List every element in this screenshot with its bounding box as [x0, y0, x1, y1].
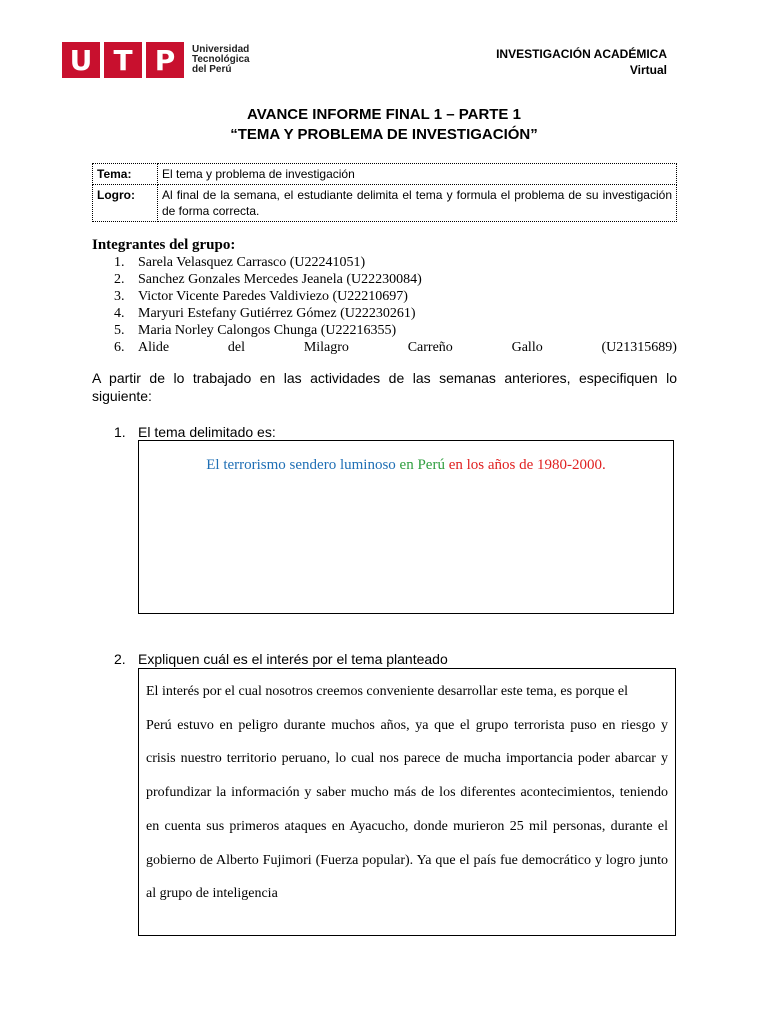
header-course [496, 46, 667, 78]
header-course-title: INVESTIGACIÓN ACADÉMICA [496, 47, 667, 61]
question-label: El tema delimitado es: [138, 424, 276, 440]
member-name-word: Carreño [407, 340, 453, 355]
member-name-word: Gallo [511, 340, 543, 355]
member-name: Maryuri Estefany Gutiérrez Gómez (U22230261) [138, 306, 416, 321]
answer-paragraph: Perú estuvo en peligro durante muchos años, ya que el grupo terrorista puso en riesgo y crisis nuestro territorio peruano, lo cual nos parece de mucha importancia poder abarcar y profundizar la información y saber mucho más de los diferentes acontecimientos, teniendo en cuenta sus primeros ataques en Ayacucho, donde murieron 25 mil personas, durante el gobierno de Alberto Fujimori (Fuerza popular). Ya que el país fue democrático y logro junto al grupo de inteligencia [146, 717, 668, 902]
answer-part-place: en Perú [399, 457, 445, 473]
document-subtitle: “TEMA Y PROBLEMA DE INVESTIGACIÓN” [230, 126, 538, 143]
answer-paragraph: El interés por el cual nosotros creemos conveniente desarrollar este tema, es porque el [146, 684, 629, 699]
member-name: Maria Norley Calongos Chunga (U22216355) [138, 323, 397, 338]
question-number: 2. [114, 651, 126, 667]
logo-letter: U [62, 42, 100, 78]
answer-box-2[interactable] [138, 668, 676, 936]
question-1 [114, 424, 276, 440]
member-name-word: Alide [138, 340, 170, 355]
list-number: 4. [114, 306, 125, 321]
list-item [92, 271, 677, 288]
tema-label: Tema: [93, 164, 158, 185]
logro-value: Al final de la semana, el estudiante delimita el tema y formula el problema de su investigación de forma correcta. [158, 185, 677, 222]
logo-name-line: Universidad [192, 44, 250, 55]
logo-letters [62, 42, 188, 78]
question-2 [114, 651, 448, 667]
question-label: Expliquen cuál es el interés por el tema planteado [138, 651, 448, 667]
member-name-word: del [227, 340, 246, 355]
header-course-mode: Virtual [629, 63, 667, 77]
list-number: 3. [114, 289, 125, 304]
table-row [93, 185, 677, 222]
list-item [92, 322, 677, 339]
member-name-word: Milagro [303, 340, 349, 355]
member-name: Victor Vicente Paredes Valdiviezo (U22210697) [138, 289, 408, 304]
list-number: 2. [114, 272, 125, 287]
logo-name-line: Tecnológica [192, 54, 250, 65]
document-title: AVANCE INFORME FINAL 1 – PARTE 1 [247, 106, 521, 123]
member-name [138, 339, 677, 356]
member-name: Sarela Velasquez Carrasco (U22241051) [138, 255, 366, 270]
list-item [92, 305, 677, 322]
info-table [92, 163, 677, 222]
list-item [92, 254, 677, 271]
members-list [92, 254, 677, 356]
answer-part-period: en los años de 1980-2000. [448, 457, 606, 473]
answer-text [139, 457, 673, 474]
list-item [92, 288, 677, 305]
table-row [93, 164, 677, 185]
utp-logo [62, 42, 250, 78]
list-number: 1. [114, 255, 125, 270]
tema-value: El tema y problema de investigación [158, 164, 677, 185]
answer-box-1[interactable] [138, 440, 674, 614]
question-number: 1. [114, 424, 126, 440]
logo-university-name [192, 45, 250, 75]
list-number: 5. [114, 323, 125, 338]
members-heading: Integrantes del grupo: [92, 237, 236, 253]
list-number: 6. [114, 340, 125, 355]
logo-letter: P [146, 42, 184, 78]
answer-part-topic: El terrorismo sendero luminoso [206, 457, 396, 473]
member-code: (U21315689) [601, 340, 677, 355]
logo-letter: T [104, 42, 142, 78]
intro-paragraph: A partir de lo trabajado en las actividades de las semanas anteriores, especifiquen lo siguiente: [92, 370, 677, 404]
logo-name-line: del Perú [192, 64, 232, 75]
list-item [92, 339, 677, 356]
group-members [92, 237, 677, 356]
member-name: Sanchez Gonzales Mercedes Jeanela (U22230084) [138, 272, 422, 287]
logro-label: Logro: [93, 185, 158, 222]
